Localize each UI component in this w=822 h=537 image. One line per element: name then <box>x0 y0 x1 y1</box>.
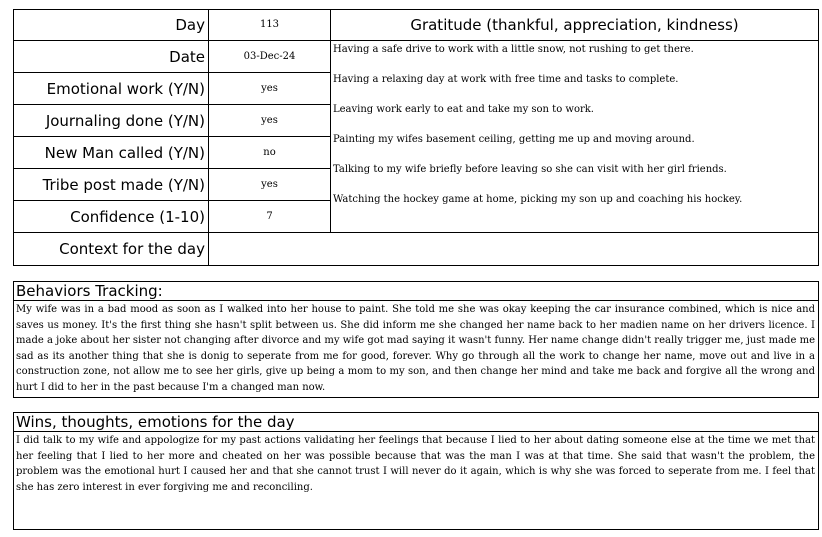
value-emotional-work: yes <box>209 73 331 105</box>
label-date: Date <box>13 41 209 73</box>
gratitude-item: Watching the hockey game at home, picking my son up and coaching his hockey. <box>333 194 743 205</box>
behaviors-tracking-box <box>13 281 819 398</box>
label-day: Day <box>13 9 209 41</box>
gratitude-header: Gratitude (thankful, appreciation, kindness) <box>331 9 819 41</box>
label-new-man-called: New Man called (Y/N) <box>13 137 209 169</box>
gratitude-item: Talking to my wife briefly before leaving so she can visit with her girl friends. <box>333 164 727 175</box>
value-day: 113 <box>209 9 331 41</box>
daily-tracker-table <box>13 9 819 266</box>
value-tribe-post: yes <box>209 169 331 201</box>
behaviors-title: Behaviors Tracking: <box>14 282 818 301</box>
value-context <box>209 233 819 266</box>
label-confidence: Confidence (1-10) <box>13 201 209 233</box>
label-tribe-post: Tribe post made (Y/N) <box>13 169 209 201</box>
gratitude-item: Painting my wifes basement ceiling, getting me up and moving around. <box>333 134 695 145</box>
gratitude-item: Having a relaxing day at work with free time and tasks to complete. <box>333 74 679 85</box>
behaviors-text: My wife was in a bad mood as soon as I walked into her house to paint. She told me she was okay keeping the car insurance combined, which is nice and saves us money. It's the first thing she hasn't split between us. She did inform me she changed her name back to her madien name on her drivers licence. I made a joke about her sister not changing after divorce and my wife got mad saying it wasn't funny. Her name change didn't really trigger me, just made me sad as its another thing that she is donig to seperate from me for good, forever. Why go through all the work to change her name, move out and live in a construction zone, not allow me to see her girls, give up being a mom to my son, and then change her mind and take me back and forgive all the wrong and hurt I did to her in the past because I'm a changed man now. <box>16 304 815 393</box>
value-new-man-called: no <box>209 137 331 169</box>
label-context: Context for the day <box>13 233 209 266</box>
label-emotional-work: Emotional work (Y/N) <box>13 73 209 105</box>
wins-title: Wins, thoughts, emotions for the day <box>14 413 818 432</box>
wins-thoughts-box <box>13 412 819 530</box>
value-journaling: yes <box>209 105 331 137</box>
gratitude-item: Leaving work early to eat and take my son to work. <box>333 104 594 115</box>
gratitude-list <box>331 41 819 233</box>
value-date: 03-Dec-24 <box>209 41 331 73</box>
label-journaling: Journaling done (Y/N) <box>13 105 209 137</box>
wins-text: I did talk to my wife and appologize for my past actions validating her feelings that because I lied to her about dating someone else at the time we met that her feeling that I lied to her more and cheated on her was possible because that was the man I was at that time. She said that wasn't the problem, the problem was the emotional hurt I caused her and that she cannot trust I will never do it again, which is why she was forced to seperate from me. I feel that she has zero interest in ever forgiving me and reconciling. <box>16 435 815 493</box>
value-confidence: 7 <box>209 201 331 233</box>
gratitude-item: Having a safe drive to work with a little snow, not rushing to get there. <box>333 44 694 55</box>
